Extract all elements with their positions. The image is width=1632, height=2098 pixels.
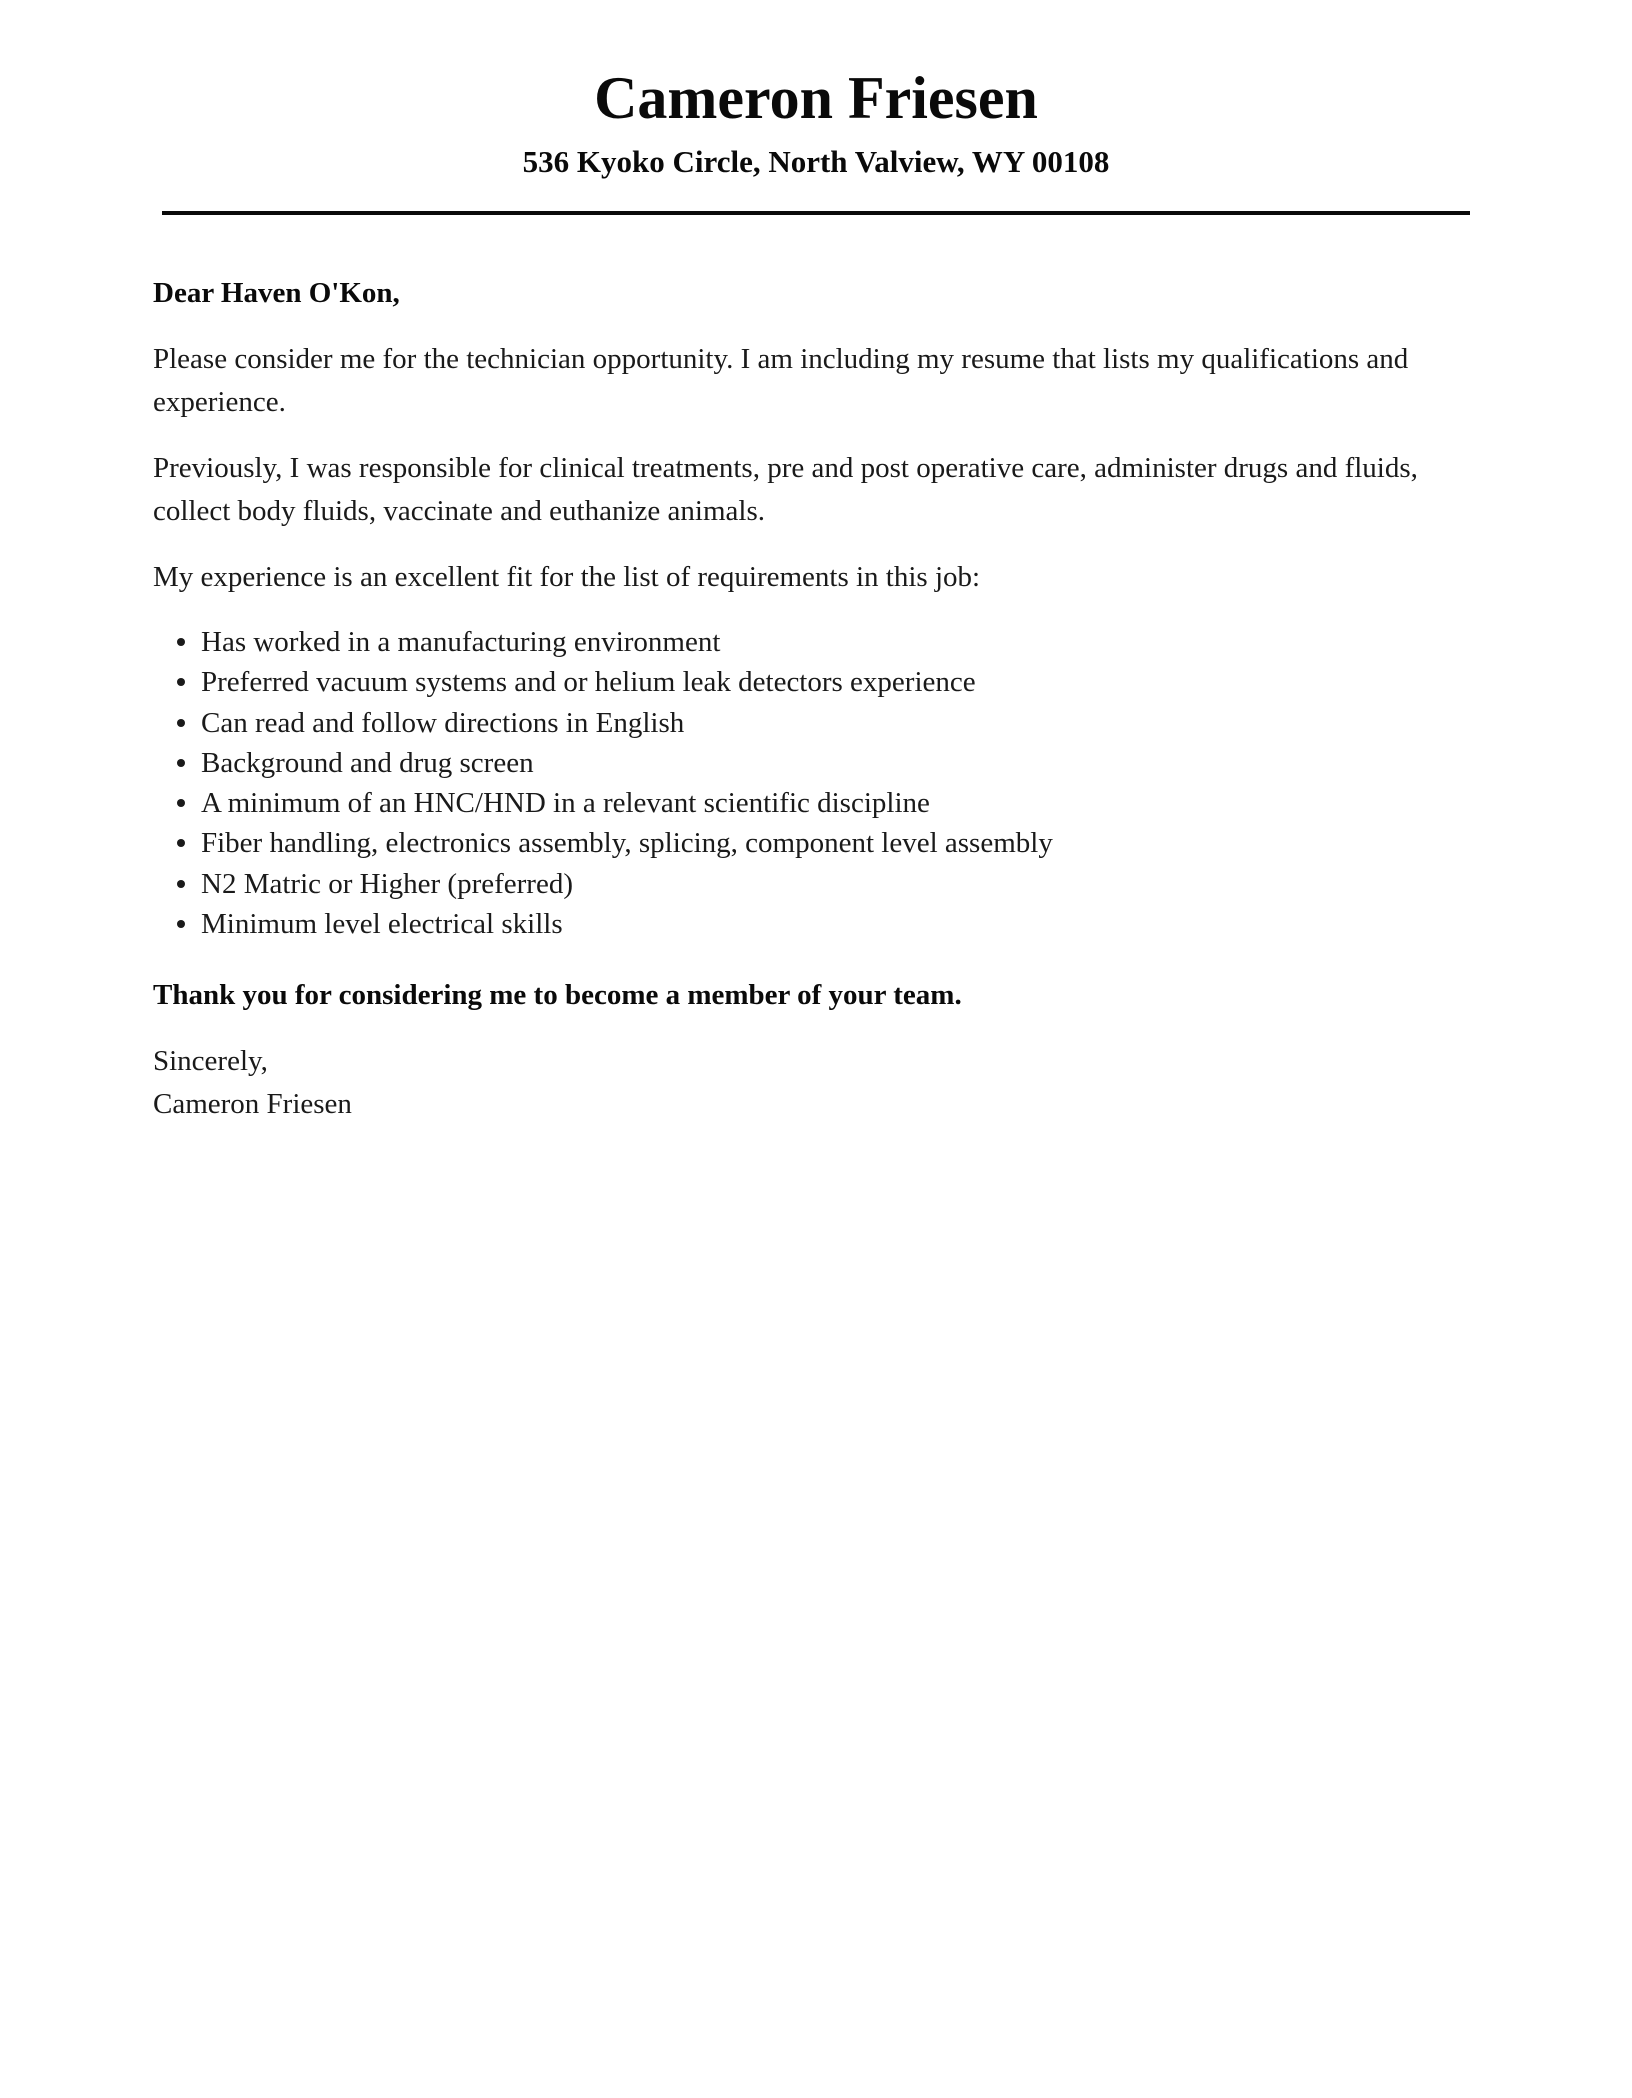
list-item	[153, 783, 1473, 823]
list-item	[153, 662, 1473, 702]
header-divider	[162, 211, 1470, 215]
bullet-icon	[177, 719, 185, 727]
list-item	[153, 864, 1473, 904]
bullet-icon	[177, 839, 185, 847]
list-item-text: Can read and follow directions in English	[201, 706, 685, 739]
signoff: Sincerely,	[153, 1045, 268, 1078]
list-item-text: A minimum of an HNC/HND in a relevant scientific discipline	[201, 787, 930, 820]
list-item-text: Minimum level electrical skills	[201, 908, 563, 941]
bullet-icon	[177, 638, 185, 646]
requirements-intro: My experience is an excellent fit for the list of requirements in this job:	[153, 561, 981, 593]
bullet-icon	[177, 880, 185, 888]
letter-header	[162, 58, 1470, 179]
list-item	[153, 823, 1473, 863]
salutation: Dear Haven O'Kon,	[153, 277, 400, 309]
list-item-text: Preferred vacuum systems and or helium leak detectors experience	[201, 666, 976, 699]
list-item	[153, 904, 1473, 944]
bullet-icon	[177, 759, 185, 767]
experience-paragraph: Previously, I was responsible for clinical treatments, pre and post operative care, administer drugs and fluids, collect body fluids, vaccinate and euthanize animals.	[153, 452, 1418, 527]
signoff-block	[153, 1040, 1473, 1126]
applicant-address: 536 Kyoko Circle, North Valview, WY 00108	[522, 144, 1110, 179]
bullet-icon	[177, 678, 185, 686]
signature-name: Cameron Friesen	[153, 1088, 352, 1121]
letter-body	[153, 272, 1473, 1126]
bullet-icon	[177, 799, 185, 807]
list-item-text: N2 Matric or Higher (preferred)	[201, 867, 573, 900]
list-item-text: Has worked in a manufacturing environment	[201, 626, 721, 658]
list-item	[153, 622, 1473, 662]
requirements-list	[153, 622, 1473, 944]
list-item-text: Fiber handling, electronics assembly, splicing, component level assembly	[201, 827, 1053, 860]
closing-statement: Thank you for considering me to become a member of your team.	[153, 979, 962, 1012]
list-item	[153, 703, 1473, 743]
intro-paragraph: Please consider me for the technician opportunity. I am including my resume that lists my qualifications and experience.	[153, 343, 1409, 418]
list-item	[153, 743, 1473, 783]
bullet-icon	[177, 920, 185, 928]
list-item-text: Background and drug screen	[201, 746, 534, 779]
applicant-name: Cameron Friesen	[594, 65, 1038, 131]
